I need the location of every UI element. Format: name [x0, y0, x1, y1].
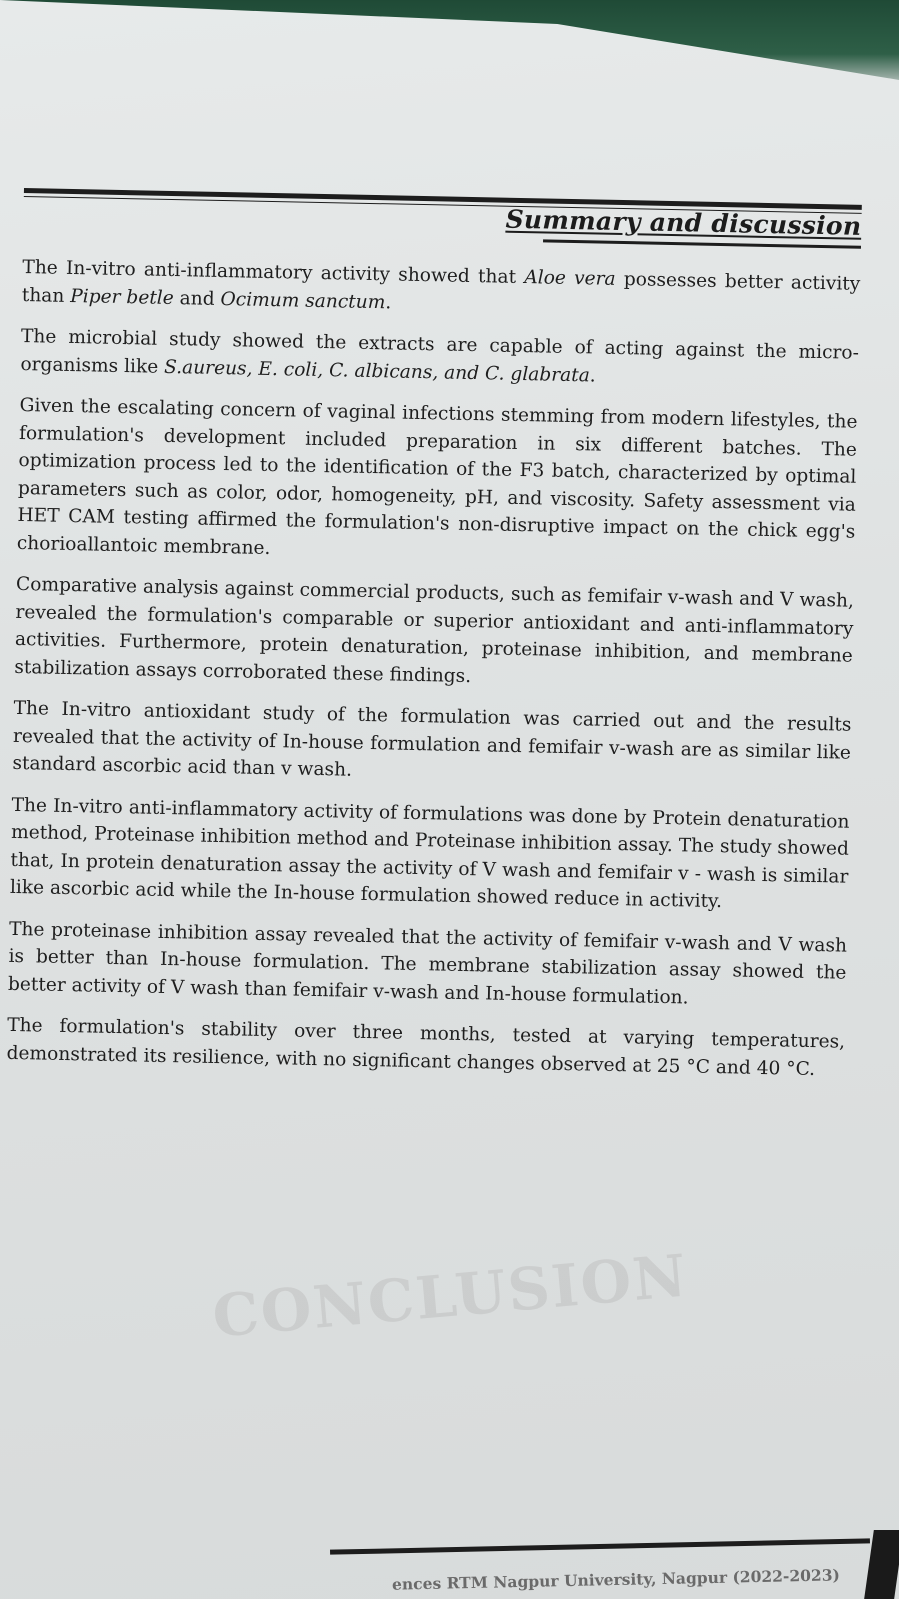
italic-term: S.aureus, E. coli, C. albicans, and C. glabrata	[163, 356, 591, 386]
italic-term: Piper betle	[70, 285, 174, 309]
text-run: The formulation's stability over three months, tested at varying temperatures, demonstrated its resilience, with no significant changes observed at 25 °C and 40 °C.	[6, 1014, 846, 1080]
page-content	[6, 188, 862, 1098]
section-title: Summary and discussion	[505, 204, 862, 241]
italic-term: Ocimum sanctum	[220, 288, 386, 313]
footer-text: ences RTM Nagpur University, Nagpur (2022-2023)	[391, 1565, 841, 1594]
paragraph	[17, 392, 858, 574]
italic-term: Aloe vera	[524, 267, 616, 290]
paragraph	[20, 323, 859, 395]
title-underline-rule	[543, 239, 861, 248]
text-run: possesses better activity than	[21, 268, 861, 307]
text-run: .	[385, 291, 392, 313]
text-run: The proteinase inhibition assay revealed that the activity of femifair v-wash and V wash is better than In-house formulation. The membrane stabilization assay showed the better activity of V wash than femifair v-wash and In-house formulation.	[7, 918, 848, 1008]
paragraph	[22, 254, 861, 326]
text-run: The microbial study showed the extracts are capable of acting against the micro-organisms like	[20, 325, 860, 378]
text-run: and	[173, 287, 221, 310]
text-run: The In-vitro anti-inflammatory activity showed that	[22, 256, 525, 289]
paragraph	[6, 1012, 845, 1084]
body-text	[6, 254, 860, 1084]
text-run: The In-vitro anti-inflammatory activity of formulations was done by Protein denaturation method, Proteinase inhibition method and Proteinase inhibition assay. The study showed that, In protein denaturation assay the activity of V wash and femifair v - wash is similar like ascorbic acid while the In-house formulation showed reduce in activity.	[9, 794, 850, 913]
text-run: Comparative analysis against commercial products, such as femifair v-wash and V wash, revealed the formulation's comparable or superior antioxidant and anti-inflammatory activities. Furthermore, protein denaturation, proteinase inhibition, and membrane stabilization assays corroborated these findings.	[14, 573, 855, 687]
paragraph	[14, 571, 854, 698]
text-run: Given the escalating concern of vaginal infections stemming from modern lifestyles, the formulation's development included preparation in six different batches. The optimization process led to the identification of the F3 batch, characterized by optimal parameters such as color, odor, homogeneity, pH, and viscosity. Safety assessment via HET CAM testing affirmed the formulation's non-disruptive impact on the chick egg's chorioallantoic membrane.	[16, 394, 858, 559]
text-run: The In-vitro antioxidant study of the formulation was carried out and the results revealed that the activity of In-house formulation and femifair v-wash are as similar like standard ascorbic acid than v wash.	[12, 697, 852, 781]
watermark: CONCLUSION	[209, 1241, 691, 1351]
paragraph	[10, 791, 850, 918]
text-run: .	[589, 364, 596, 387]
paragraph	[8, 915, 847, 1014]
paragraph	[12, 695, 851, 794]
